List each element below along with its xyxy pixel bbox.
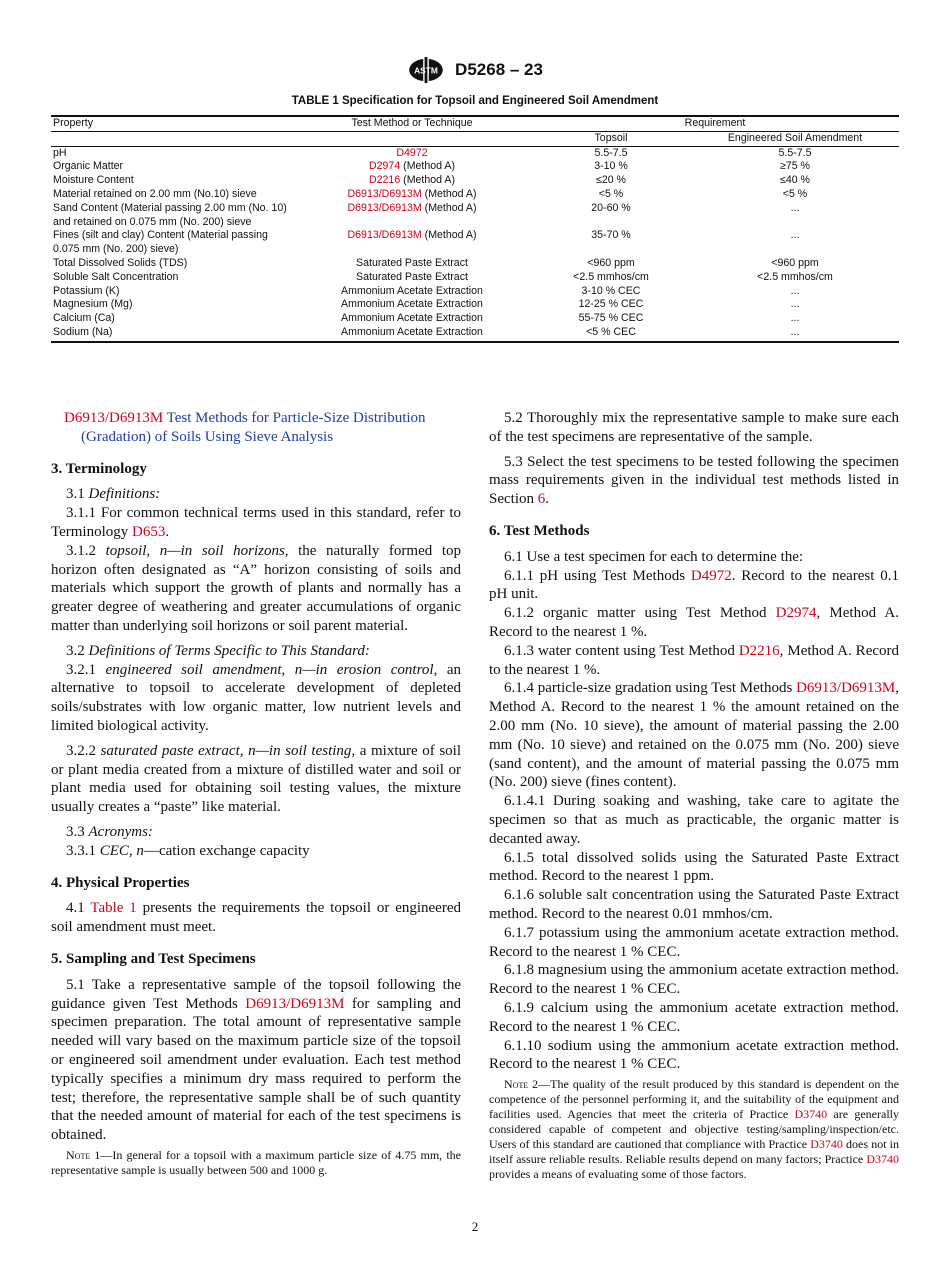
ref-link[interactable]: D2216	[738, 642, 780, 659]
ref-link[interactable]: Table 1	[90, 900, 137, 917]
paragraph: 4.1 Table 1 presents the requirements the topsoil or engineered soil amendment must meet.	[51, 900, 461, 936]
cell-topsoil: 20-60 %	[591, 201, 631, 214]
section-heading: 5. Sampling and Test Specimens	[51, 950, 256, 967]
table-row	[51, 174, 899, 188]
ref-link[interactable]: D6913/D6913M	[64, 410, 164, 426]
cell-amendment: <2.5 mmhos/cm	[757, 270, 833, 283]
note-1: Note 1—In general for a topsoil with a maximum particle size of 4.75 mm, the representative sample is usually between 500 and 1000 g.	[51, 1147, 461, 1177]
paragraph: 6.1 Use a test specimen for each to determine the:	[504, 548, 804, 565]
cell-amendment: ...	[691, 326, 899, 342]
paragraph: 6.1.6 soluble salt concentration using the Saturated Paste Extract method. Record to the nearest 0.01 mmhos/cm.	[489, 887, 899, 922]
note-2: Note 2—The quality of the result produced by this standard is dependent on the competence of the personnel performing it, and the suitability of the equipment and facilities used. Agencies that meet the criteria of Practice D3740 are generally considered capable of competent and objective testing/sampling/inspection/etc. Users of this standard are cautioned that compliance with Practice D3740 does not in itself assure reliable results. Reliable results depend on many factors; Practice D3740 provides a means of evaluating some of those factors.	[489, 1077, 899, 1182]
cell-property: Fines (silt and clay) Content (Material passing 0.075 mm (No. 200) sieve)	[53, 229, 268, 256]
table-row	[51, 229, 899, 257]
ref-link[interactable]: D2216	[369, 174, 401, 187]
ref-link[interactable]: D653	[132, 523, 166, 540]
header-topsoil: Topsoil	[531, 131, 691, 146]
cell-amendment: 5.5-7.5	[778, 146, 812, 159]
paragraph: 6.1.3 water content using Test Method D2216, Method A. Record to the nearest 1 %.	[489, 642, 899, 678]
cell-topsoil: <960 ppm	[587, 256, 635, 269]
cell-property: Potassium (K)	[53, 284, 120, 297]
specification-table	[51, 115, 899, 343]
document-id: D5268 – 23	[455, 60, 543, 79]
table-row	[51, 285, 899, 299]
cell-topsoil: 5.5-7.5	[594, 146, 628, 159]
cell-method: D2974 (Method A)	[369, 160, 455, 173]
ref-link[interactable]: D6913/D6913M	[245, 995, 345, 1012]
table-row	[51, 188, 899, 202]
ref-link[interactable]: D4972	[690, 567, 732, 584]
cell-property: Sodium (Na)	[51, 326, 293, 342]
cell-method: Ammonium Acetate Extraction	[341, 284, 483, 297]
cell-property: Organic Matter	[53, 160, 124, 173]
ref-link[interactable]: D3740	[794, 1107, 828, 1122]
paragraph: 6.1.9 calcium using the ammonium acetate extraction method. Record to the nearest 1 % CEC.	[489, 999, 899, 1035]
paragraph: 6.1.10 sodium using the ammonium acetate extraction method. Record to the nearest 1 % CEC.	[489, 1037, 899, 1073]
paragraph: 6.1.2 organic matter using Test Method D2974, Method A. Record to the nearest 1 %.	[489, 605, 899, 640]
table-row	[51, 326, 899, 342]
cell-method: D6913/D6913M (Method A)	[347, 187, 477, 200]
cell-method: D6913/D6913M (Method A)	[347, 229, 477, 242]
paragraph: 6.1.7 potassium using the ammonium acetate extraction method. Record to the nearest 1 % CEC.	[489, 924, 899, 960]
paragraph: 3.1 Definitions:	[66, 486, 161, 503]
reference-d6913: D6913/D6913M Test Methods for Particle-Size Distribution (Gradation) of Soils Using Sieve Analysis	[64, 410, 426, 445]
cell-method: D6913/D6913M (Method A)	[347, 201, 477, 214]
cell-amendment: ...	[790, 312, 800, 325]
ref-link[interactable]: D6913/D6913M	[347, 201, 422, 214]
cell-topsoil: <5 %	[598, 187, 624, 200]
section-heading: 3. Terminology	[51, 460, 147, 477]
cell-topsoil: <5 % CEC	[531, 326, 691, 342]
cell-property: Magnesium (Mg)	[53, 298, 133, 311]
table-row	[51, 312, 899, 326]
cell-amendment: ...	[790, 298, 800, 311]
cell-topsoil: ≤20 %	[596, 174, 626, 187]
cell-amendment: <5 %	[782, 187, 808, 200]
cell-topsoil: 35-70 %	[591, 229, 631, 242]
paragraph: 5.1 Take a representative sample of the topsoil following the guidance given Test Methods D6913/D6913M for sampling and specimen preparation. The total amount of representative sample needed will vary based on the maximum particle size of the topsoil or engineered soil amendment under evaluation. Each test method typically specifies a minimum dry mass required to perform the test; therefore, the representative sample shall be of such quantity that the needed amount of material for each of the test specimens is obtained.	[51, 976, 461, 1144]
table-row	[51, 146, 899, 160]
paragraph: 3.2.1 engineered soil amendment, n—in erosion control, an alternative to topsoil to accelerate development of depleted soils/substrates with low organic matter, low nutrient levels and limited biological activity.	[51, 661, 461, 734]
paragraph: 3.3 Acronyms:	[66, 823, 153, 840]
paragraph: 3.2.2 saturated paste extract, n—in soil testing, a mixture of soil or plant media created from a mixture of distilled water and soil or plant media used for obtaining soil testing values, the mixture usually creates a “paste” like material.	[51, 742, 462, 816]
paragraph: 6.1.1 pH using Test Methods D4972. Record to the nearest 0.1 pH unit.	[489, 567, 899, 603]
cell-method: D2216 (Method A)	[369, 174, 455, 187]
paragraph: 3.2 Definitions of Terms Specific to This Standard:	[66, 642, 370, 659]
cell-amendment: ...	[790, 284, 800, 297]
section-heading: 4. Physical Properties	[51, 874, 190, 891]
table-row	[51, 160, 899, 174]
cell-property: Moisture Content	[53, 174, 134, 187]
cell-method: Ammonium Acetate Extraction	[341, 312, 483, 325]
cell-property: pH	[53, 146, 67, 159]
paragraph: 5.3 Select the test specimens to be tested following the specimen mass requirements given in the individual test methods listed in Section 6.	[489, 453, 899, 508]
cell-property: Total Dissolved Solids (TDS)	[53, 256, 188, 269]
cell-topsoil: 12-25 % CEC	[578, 298, 644, 311]
cell-topsoil: <2.5 mmhos/cm	[573, 270, 649, 283]
cell-amendment: ≤40 %	[780, 174, 810, 187]
cell-amendment: ...	[790, 229, 800, 242]
cell-property: Material retained on 2.00 mm (No.10) sieve	[53, 187, 257, 200]
section-heading: 6. Test Methods	[489, 522, 590, 539]
header-property: Property	[51, 116, 293, 131]
ref-link[interactable]: D2974	[369, 160, 401, 173]
table-row	[51, 271, 899, 285]
cell-topsoil: 3-10 % CEC	[581, 284, 641, 297]
cell-method: Ammonium Acetate Extraction	[293, 326, 531, 342]
cell-amendment: ...	[790, 201, 800, 214]
cell-method: Saturated Paste Extract	[356, 256, 468, 269]
cell-property: Soluble Salt Concentration	[53, 270, 179, 283]
astm-logo-icon	[407, 56, 445, 84]
cell-topsoil: 55-75 % CEC	[578, 312, 644, 325]
header-method: Test Method or Technique	[293, 116, 531, 131]
cell-method: Saturated Paste Extract	[356, 270, 468, 283]
cell-property: Sand Content (Material passing 2.00 mm (No. 10) and retained on 0.075 mm (No. 200) sieve	[53, 201, 287, 228]
cell-amendment: ≥75 %	[780, 160, 810, 173]
ref-link[interactable]: 6	[537, 491, 546, 508]
paragraph: 3.1.2 topsoil, n—in soil horizons, the naturally formed top horizon often designated as “A” horizon consisting of soils and materials which support the growth of plants and normally has a greater degree of weathering and greater accumulations of organic matter than underlying soil horizons or soil parent material.	[51, 542, 462, 634]
paragraph: 3.1.1 For common technical terms used in this standard, refer to Terminology D653.	[51, 505, 461, 540]
table-title: TABLE 1 Specification for Topsoil and Engineered Soil Amendment	[291, 95, 659, 107]
table-body	[51, 146, 899, 342]
table-row	[51, 257, 899, 271]
paragraph: 3.3.1 CEC, n—cation exchange capacity	[66, 842, 310, 859]
paragraph: 6.1.5 total dissolved solids using the Saturated Paste Extract method. Record to the nearest 1 ppm.	[489, 849, 899, 885]
svg-text:ASTM: ASTM	[414, 65, 438, 76]
page-header	[0, 56, 950, 84]
ref-link[interactable]: D3740	[866, 1152, 899, 1167]
cell-topsoil: 3-10 %	[594, 160, 628, 173]
table-row	[51, 298, 899, 312]
ref-link[interactable]: D6913/D6913M	[796, 680, 896, 697]
cell-amendment: <960 ppm	[771, 256, 819, 269]
left-column	[51, 409, 461, 1178]
cell-method: Ammonium Acetate Extraction	[341, 298, 483, 311]
ref-link[interactable]: D6913/D6913M	[347, 229, 422, 242]
ref-link[interactable]: D3740	[810, 1137, 843, 1152]
paragraph: 6.1.8 magnesium using the ammonium acetate extraction method. Record to the nearest 1 % CEC.	[489, 962, 899, 998]
paragraph: 5.2 Thoroughly mix the representative sample to make sure each of the test specimens are representative of the sample.	[489, 410, 899, 445]
page-number: 2	[471, 1219, 479, 1234]
ref-link[interactable]: D2974	[775, 605, 817, 622]
header-amendment: Engineered Soil Amendment	[691, 131, 899, 146]
paragraph: 6.1.4 particle-size gradation using Test Methods D6913/D6913M, Method A. Record to the nearest 1 % the amount retained on the 2.00 mm (No. 10 sieve), the amount of material passing the 2.00 mm (No. 10 sieve) and retained on the 0.075 mm (No. 200) sieve (sand content), and the amount of material passing the 0.075 mm (No. 200) sieve (fines content).	[489, 680, 899, 791]
ref-link[interactable]: D4972	[396, 146, 428, 159]
cell-method	[293, 146, 531, 160]
table-row	[51, 202, 899, 230]
header-requirement: Requirement	[531, 116, 899, 131]
ref-link[interactable]: D6913/D6913M	[347, 187, 422, 200]
paragraph: 6.1.4.1 During soaking and washing, take care to agitate the specimen so that as much as practicable, the organic matter is decanted away.	[489, 793, 899, 847]
right-column	[489, 409, 899, 1182]
cell-property: Calcium (Ca)	[53, 312, 115, 325]
